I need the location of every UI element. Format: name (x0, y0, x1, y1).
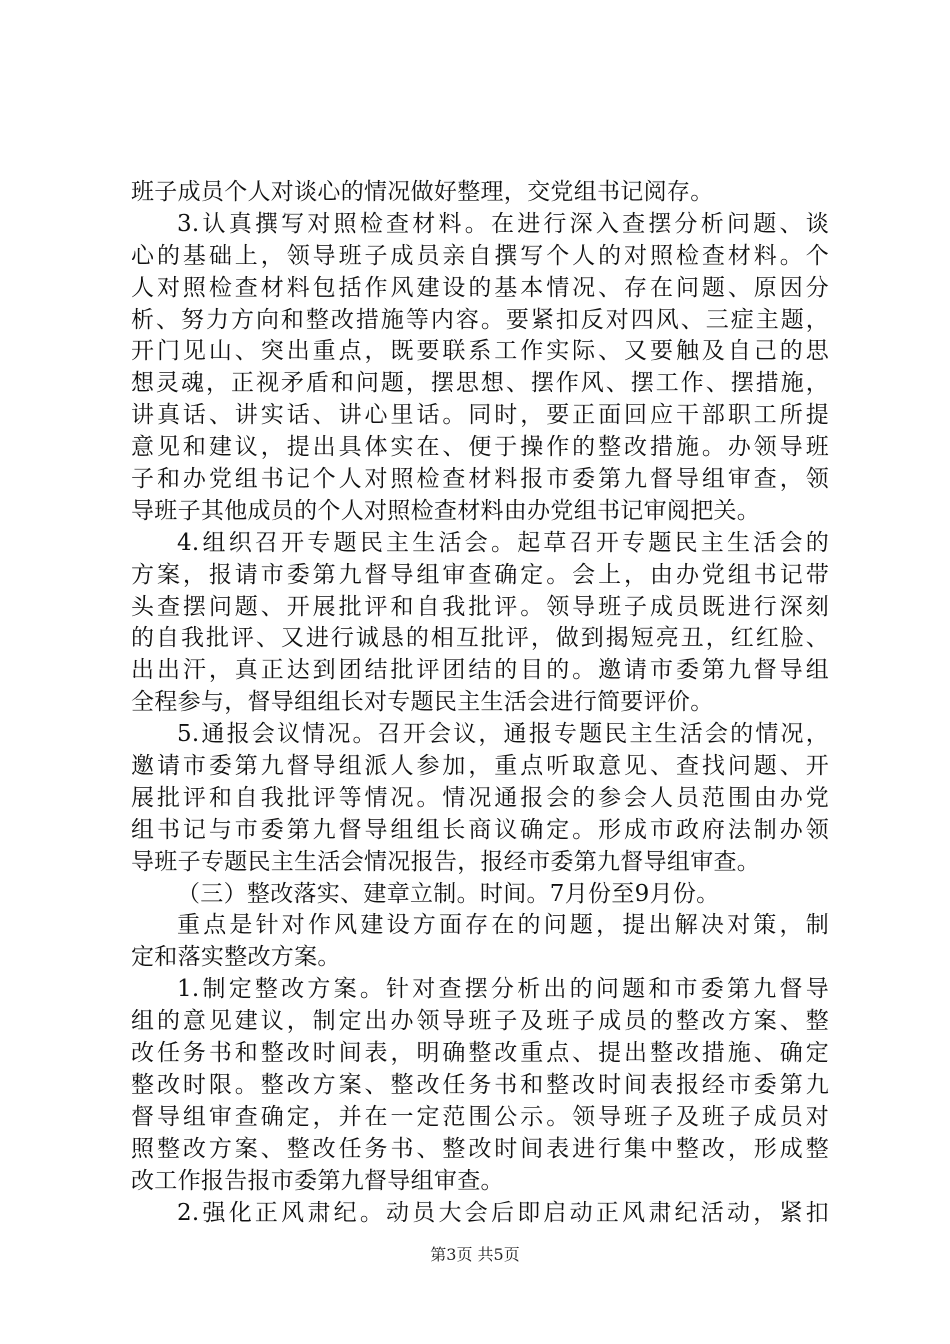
text-line: 4.组织召开专题民主生活会。起草召开专题民主生活会的 (177, 529, 829, 556)
text-line: 全程参与，督导组组长对专题民主生活会进行简要评价。 (131, 689, 714, 716)
text-line: 析、努力方向和整改措施等内容。要紧扣反对四风、三症主题， (131, 306, 829, 333)
text-line: 子和办党组书记个人对照检查材料报市委第九督导组审查，领 (131, 466, 829, 493)
text-line: 方案，报请市委第九督导组审查确定。会上，由办党组书记带 (131, 561, 829, 588)
text-line: 导班子专题民主生活会情况报告，报经市委第九督导组审查。 (131, 848, 761, 875)
text-line: 5.通报会议情况。召开会议，通报专题民主生活会的情况， (177, 721, 829, 748)
text-line: （三）整改落实、建章立制。时间。7月份至9月份。 (177, 880, 720, 907)
text-line: 人对照检查材料包括作风建设的基本情况、存在问题、原因分 (131, 274, 829, 301)
text-line: 出出汗，真正达到团结批评团结的目的。邀请市委第九督导组 (131, 657, 829, 684)
text-line: 重点是针对作风建设方面存在的问题，提出解决对策，制 (177, 912, 829, 939)
text-line: 导班子其他成员的个人对照检查材料由办党组书记审阅把关。 (131, 497, 761, 524)
text-line: 改任务书和整改时间表，明确整改重点、提出整改措施、确定 (131, 1040, 829, 1067)
text-line: 邀请市委第九督导组派人参加，重点听取意见、查找问题、开 (131, 753, 829, 780)
page-footer: 第3页 共5页 (430, 1245, 520, 1264)
text-line: 心的基础上，领导班子成员亲自撰写个人的对照检查材料。个 (131, 242, 829, 269)
text-line: 3.认真撰写对照检查材料。在进行深入查摆分析问题、谈 (177, 210, 829, 237)
text-line: 意见和建议，提出具体实在、便于操作的整改措施。办领导班 (131, 434, 829, 461)
text-line: 的自我批评、又进行诚恳的相互批评，做到揭短亮丑，红红脸、 (131, 625, 829, 652)
text-line: 组书记与市委第九督导组组长商议确定。形成市政府法制办领 (131, 816, 829, 843)
text-line: 班子成员个人对谈心的情况做好整理，交党组书记阅存。 (131, 179, 714, 205)
text-line: 改工作报告报市委第九督导组审查。 (131, 1167, 504, 1194)
text-line: 开门见山、突出重点，既要联系工作实际、又要触及自己的思 (131, 338, 829, 365)
text-line: 整改时限。整改方案、整改任务书和整改时间表报经市委第九 (131, 1071, 829, 1098)
text-line: 头查摆问题、开展批评和自我批评。领导班子成员既进行深刻 (131, 593, 829, 620)
document-body (131, 177, 829, 1229)
text-line: 想灵魂，正视矛盾和问题，摆思想、摆作风、摆工作、摆措施， (131, 370, 829, 397)
text-line: 展批评和自我批评等情况。情况通报会的参会人员范围由办党 (131, 784, 829, 811)
text-line: 讲真话、讲实话、讲心里话。同时，要正面回应干部职工所提 (131, 402, 829, 429)
text-line: 定和落实整改方案。 (131, 944, 341, 971)
text-line: 组的意见建议，制定出办领导班子及班子成员的整改方案、整 (131, 1008, 829, 1035)
text-line: 督导组审查确定，并在一定范围公示。领导班子及班子成员对 (131, 1103, 829, 1130)
text-line: 照整改方案、整改任务书、整改时间表进行集中整改，形成整 (131, 1135, 829, 1162)
text-line: 2.强化正风肃纪。动员大会后即启动正风肃纪活动，紧扣 (177, 1199, 829, 1226)
text-line: 1.制定整改方案。针对查摆分析出的问题和市委第九督导 (177, 976, 829, 1003)
